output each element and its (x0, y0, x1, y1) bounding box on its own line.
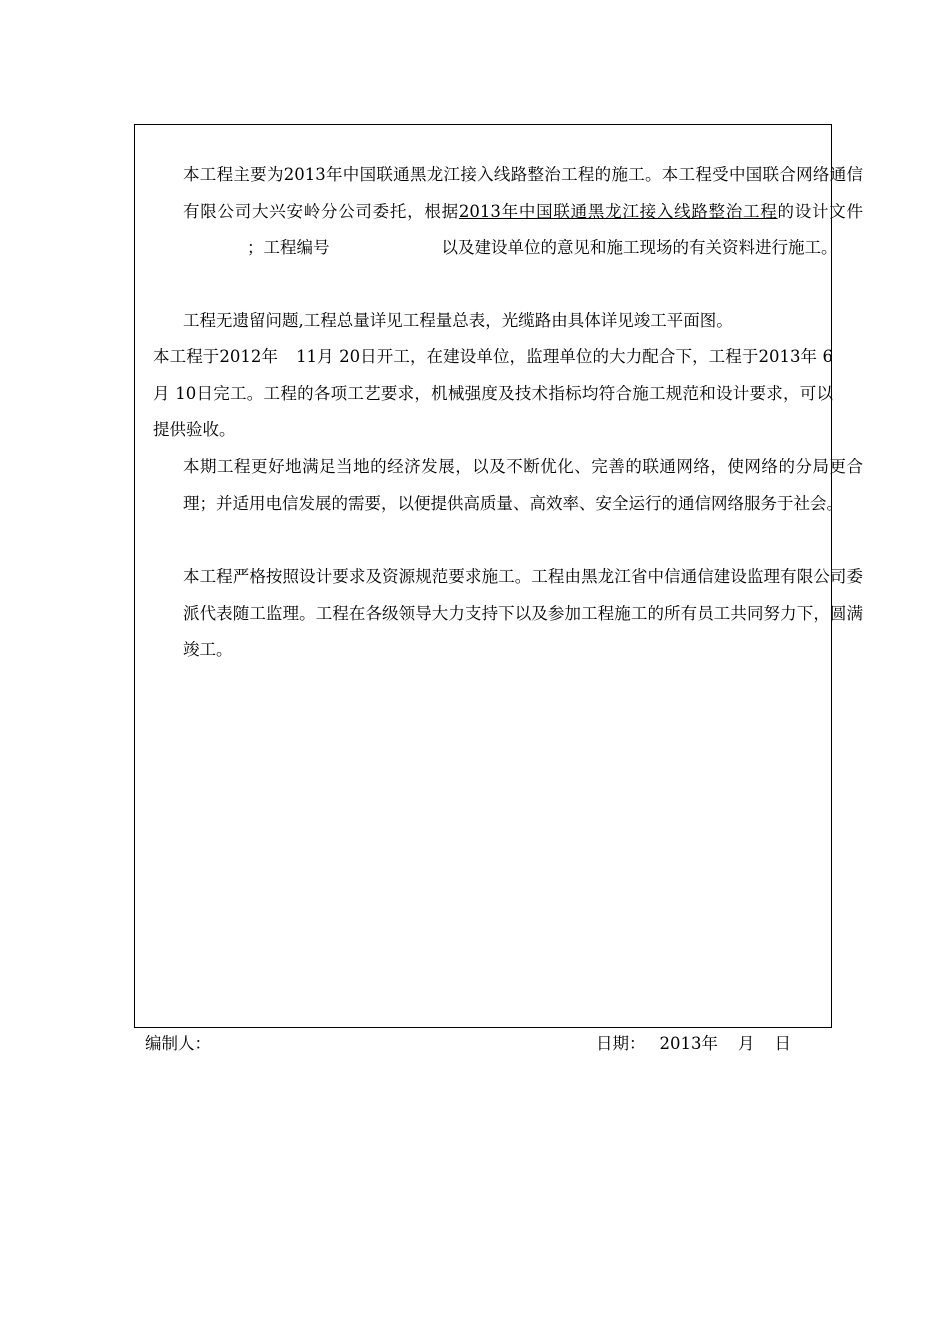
schedule-middle: 20日开工，在建设单位，监理单位的大力配合下，工程于2013年 (339, 347, 818, 366)
date-month: 月 (738, 1034, 755, 1053)
overview-text-c: ；工程编号 (247, 238, 330, 257)
date-field (596, 1032, 791, 1056)
completion-report-box (134, 124, 864, 1028)
preparer-label: 编制人： (145, 1034, 211, 1053)
paragraph-supervision (145, 559, 863, 669)
schedule-end: 10日完工。工程的各项工艺要求，机械强度及技术指标均符合施工规范和设计要求，可以提供验收。 (153, 383, 834, 439)
start-month: 11月 (296, 347, 334, 366)
date-day: 日 (774, 1034, 791, 1053)
paragraph-no-remaining-issues (145, 303, 863, 340)
date-year: 2013年 (659, 1034, 718, 1053)
overview-text-a: 本工程主要为2013年中国联通黑龙江接入线路整治工程的施工。本工程受中国联合网络通信有限公司大兴安岭分公司委托，根据 (183, 165, 863, 221)
overview-text-b: 的设计文件 (777, 201, 864, 221)
paragraph-schedule (145, 339, 833, 449)
paragraph-benefits (145, 449, 863, 522)
preparer-field (145, 1032, 211, 1056)
supervision-text: 本工程严格按照设计要求及资源规范要求施工。工程由黑龙江省中信通信建设监理有限公司委派代表随工监理。工程在各级领导大力支持下以及参加工程施工的所有员工共同努力下，圆满竣工。 (183, 567, 863, 659)
remaining-issues-text: 工程无遗留问题,工程总量详见工程量总表，光缆路由具体详见竣工平面图。 (183, 311, 733, 330)
schedule-prefix: 本工程于2012年 (153, 347, 279, 366)
paragraph-project-overview (145, 157, 863, 267)
date-label: 日期： (596, 1034, 646, 1053)
end-month: 6月 (153, 347, 833, 403)
benefits-text: 本期工程更好地满足当地的经济发展，以及不断优化、完善的联通网络，使网络的分局更合理；并适用电信发展的需要，以便提供高质量、高效率、安全运行的通信网络服务于社会。 (183, 457, 863, 513)
overview-text-d: 以及建设单位的意见和施工现场的有关资料进行施工。 (441, 238, 838, 257)
project-name-underlined: 2013年中国联通黑龙江接入线路整治工程 (458, 201, 778, 221)
